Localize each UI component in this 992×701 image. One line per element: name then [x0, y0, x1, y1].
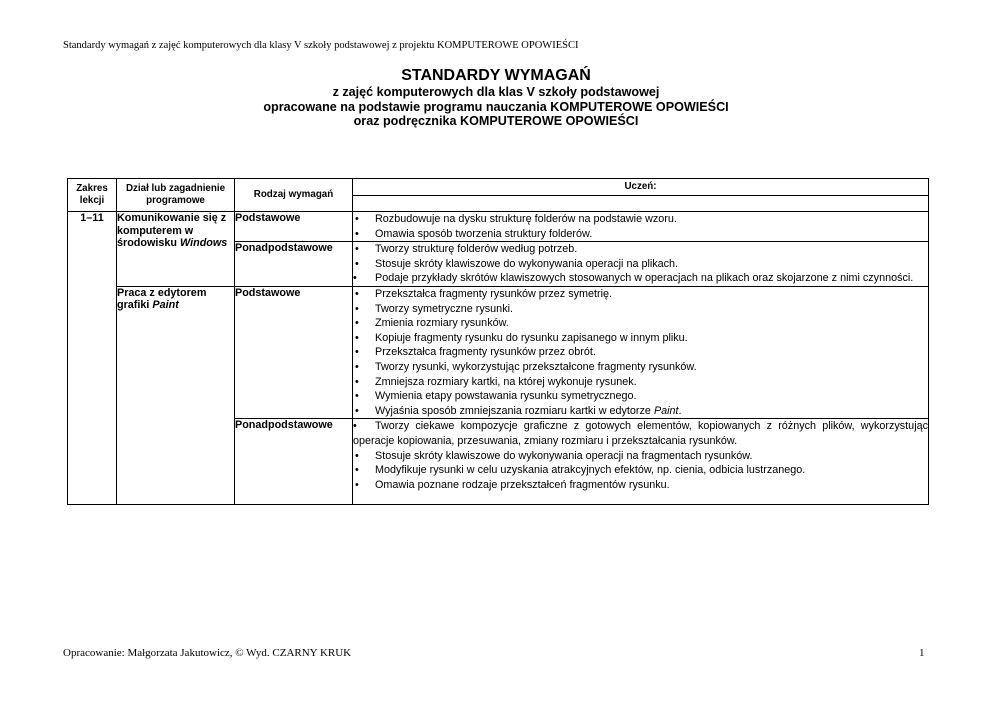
header-blank-cell — [353, 195, 929, 212]
bullet-icon: • — [355, 257, 359, 270]
bullet-icon: • — [355, 464, 359, 477]
list-item-text: Zmniejsza rozmiary kartki, na której wykonuje rysunek. — [375, 375, 637, 388]
bullet-icon: • — [355, 227, 359, 240]
list-item-text: Stosuje skróty klawiszowe do wykonywania operacji na plikach. — [375, 257, 679, 270]
bullet-icon: • — [355, 302, 359, 315]
requirement-type: Podstawowe — [235, 212, 353, 242]
section-name-italic: Paint — [152, 299, 179, 312]
subtitle-line-2: opracowane na podstawie programu nauczania KOMPUTEROWE OPOWIEŚCI — [263, 99, 729, 114]
list-item-italic: Paint — [653, 404, 679, 417]
header-type: Rodzaj wymagań — [235, 179, 353, 212]
table-row — [68, 286, 929, 418]
list-item — [353, 242, 928, 257]
page-number: 1 — [919, 647, 925, 659]
section-name-text: Praca z edytorem grafiki — [117, 286, 207, 312]
footer-author: Opracowanie: Małgorzata Jakutowicz, © Wyd. CZARNY KRUK — [63, 647, 352, 659]
table-row — [68, 212, 929, 242]
section-name-italic: Windows — [180, 237, 228, 249]
section-name-text: Komunikowanie się z komputerem w środowisku — [117, 212, 227, 249]
list-item-text: Podaje przykłady skrótów klawiszowych stosowanych w operacjach na plikach oraz skojarzone z nimi czynności. — [375, 272, 914, 285]
list-item-text: Przekształca fragmenty rysunków przez obrót. — [375, 346, 596, 359]
list-item — [353, 463, 928, 478]
list-item-text: Tworzy strukturę folderów według potrzeb. — [375, 243, 578, 256]
requirement-type: Ponadpodstawowe — [235, 419, 353, 505]
list-item-text: Przekształca fragmenty rysunków przez symetrię. — [375, 287, 613, 300]
list-item-text: Modyfikuje rysunki w celu uzyskania atrakcyjnych efektów, np. cienia, odbicia lustrzanego. — [375, 464, 806, 477]
bullet-icon: • — [355, 360, 359, 373]
bullet-icon: • — [353, 420, 357, 433]
subtitle-line-3: oraz podręcznika KOMPUTEROWE OPOWIEŚCI — [353, 114, 639, 128]
bullet-icon: • — [355, 375, 359, 388]
bullet-icon: • — [355, 478, 359, 491]
requirement-type: Ponadpodstawowe — [235, 242, 353, 287]
header-row — [68, 179, 929, 196]
list-item-text: Omawia poznane rodzaje przekształceń fragmentów rysunku. — [375, 478, 670, 491]
list-item — [353, 345, 928, 360]
bullet-icon: • — [355, 390, 359, 403]
list-item — [353, 375, 928, 390]
list-item — [353, 331, 928, 346]
header-lessons: Zakres lekcji — [68, 179, 117, 212]
list-item — [353, 449, 928, 464]
list-item-text: Zmienia rozmiary rysunków. — [375, 317, 509, 330]
list-item — [353, 302, 928, 317]
list-item — [353, 360, 928, 375]
list-item-text: Rozbudowuje na dysku strukturę folderów na podstawie wzoru. — [375, 213, 677, 225]
requirement-items — [353, 286, 929, 418]
title-main: STANDARDY WYMAGAŃ — [401, 67, 591, 84]
running-header: Standardy wymagań z zajęć komputerowych dla klasy V szkoły podstawowej z projektu KOMPUTEROWE OPOWIEŚCI — [63, 40, 579, 51]
document-subtitle — [0, 85, 992, 129]
list-item — [353, 212, 928, 227]
list-item-text: Wyjaśnia sposób zmniejszania rozmiaru kartki w edytorze — [375, 404, 651, 417]
header-student: Uczeń: — [353, 179, 929, 196]
list-item — [353, 316, 928, 331]
list-item-text: Tworzy symetryczne rysunki. — [375, 302, 513, 315]
list-item-end: . — [678, 404, 682, 417]
list-item — [353, 404, 928, 419]
header-section: Dział lub zagadnienie programowe — [117, 179, 235, 212]
subtitle-line-1: z zajęć komputerowych dla klas V szkoły podstawowej — [332, 85, 660, 99]
list-item-text: Stosuje skróty klawiszowe do wykonywania operacji na fragmentach rysunków. — [375, 449, 753, 462]
list-item-text: Tworzy ciekawe kompozycje graficzne z gotowych elementów, kopiowanych z różnych plików, wykorzystując operacje kopiowania, przesuwania, zmiany rozmiaru i przekształcania rysunków. — [353, 420, 928, 447]
bullet-icon: • — [355, 331, 359, 344]
list-item-text: Omawia sposób tworzenia struktury folderów. — [375, 227, 593, 240]
list-item — [353, 271, 928, 286]
requirement-items — [353, 419, 929, 505]
bullet-icon: • — [355, 243, 359, 256]
list-item-text: Tworzy rysunki, wykorzystując przekształcone fragmenty rysunków. — [375, 360, 697, 373]
document-title — [0, 66, 992, 85]
list-item — [353, 287, 928, 302]
list-item — [353, 389, 928, 404]
bullet-icon: • — [355, 287, 359, 300]
requirements-table — [67, 178, 929, 505]
list-item-text: Kopiuje fragmenty rysunku do rysunku zapisanego w innym pliku. — [375, 331, 688, 344]
bullet-icon: • — [355, 449, 359, 462]
lesson-range: 1–11 — [68, 212, 117, 505]
requirement-type: Podstawowe — [235, 286, 353, 418]
list-item — [353, 227, 928, 242]
list-item — [353, 478, 928, 493]
list-item — [353, 419, 928, 448]
bullet-icon: • — [353, 272, 357, 285]
section-name — [117, 286, 235, 504]
section-name — [117, 212, 235, 287]
list-item — [353, 257, 928, 272]
requirement-items — [353, 242, 929, 287]
requirement-items — [353, 212, 929, 242]
bullet-icon: • — [355, 346, 359, 359]
bullet-icon: • — [355, 404, 359, 417]
title-block — [0, 66, 992, 129]
bullet-icon: • — [355, 213, 359, 225]
bullet-icon: • — [355, 317, 359, 330]
list-item-text: Wymienia etapy powstawania rysunku symetrycznego. — [375, 390, 637, 403]
